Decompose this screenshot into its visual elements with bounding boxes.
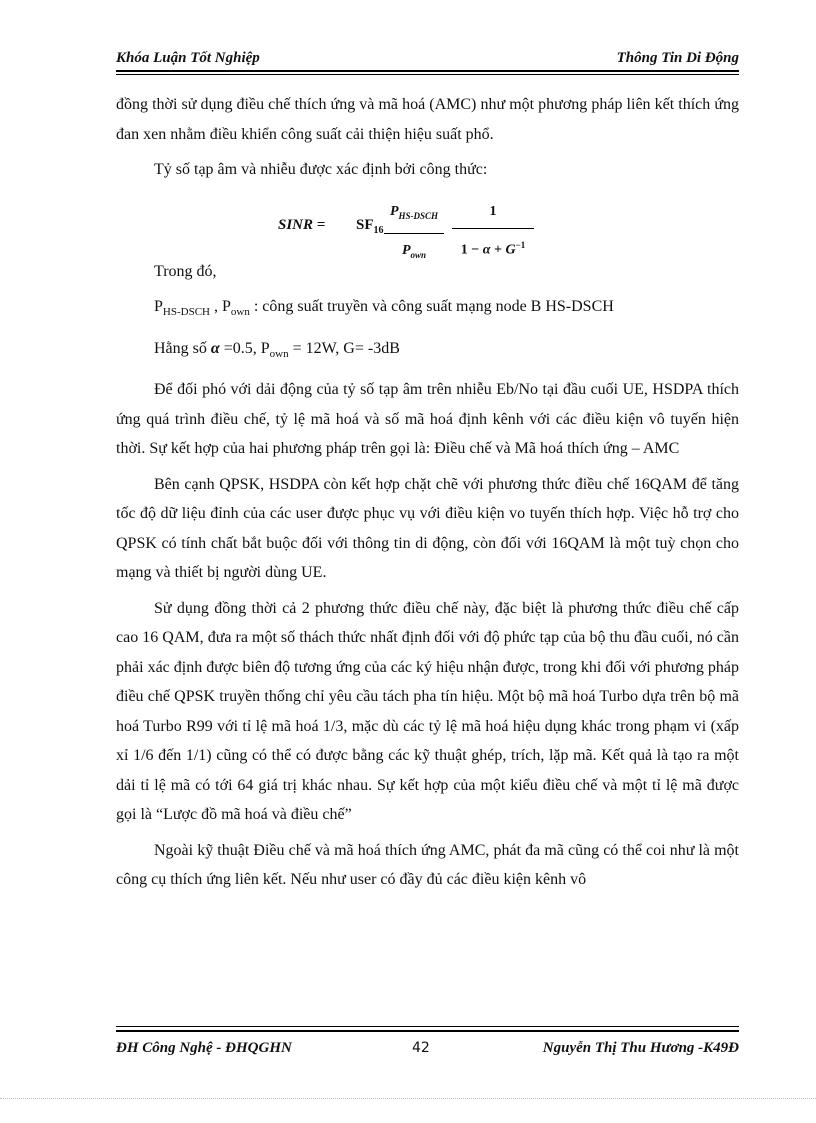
paragraph-9: Ngoài kỹ thuật Điều chế và mã hoá thích ứng AMC, phát đa mã cũng có thể coi như là một công cụ thích ứng liên kết. Nếu như user có đầy đủ các điều kiện kênh vô xyxy=(116,841,739,889)
header-rule xyxy=(116,70,739,72)
footer-university: ĐH Công Nghệ - ĐHQGHN xyxy=(116,1040,292,1056)
paragraph-7: Bên cạnh QPSK, HSDPA còn kết hợp chặt chẽ với phương thức điều chế 16QAM để tăng tốc độ dữ liệu đỉnh của các user được phục vụ với điều kiện vo tuyến thích hợp. Việc hỗ trợ cho QPSK có tính chất bắt buộc đối với thông tin di động, còn đối với 16QAM là một tuỳ chọn cho mạng và thiết bị người dùng UE. xyxy=(116,475,739,582)
paragraph-5: Hằng số α =0.5, $P_{own} = 12W$, G= -3dB xyxy=(154,339,400,360)
paragraph-4: $P_{HS-DSCH}$ , $P_{own}$ : công suất truyền và công suất mạng node B HS-DSCH xyxy=(154,298,614,319)
page-footer xyxy=(116,1026,739,1066)
page-edge-divider xyxy=(0,1098,816,1099)
footer-rule-thin xyxy=(116,1026,739,1027)
paragraph-6: Để đối phó với dải động của tỷ số tạp âm trên nhiễu Eb/No tại đầu cuối UE, HSDPA thích ứng quá trình điều chế, tỷ lệ mã hoá và số mã hoá định kênh với các điều kiện vô tuyến hiện thời. Sự kết hợp của hai phương pháp trên gọi là: Điều chế và Mã hoá thích ứng – AMC xyxy=(116,381,739,458)
formula-power-fraction: $P_{HS-DSCH}$ $P_{own}$ xyxy=(384,197,444,271)
paragraph-1: đồng thời sử dụng điều chế thích ứng và mã hoá (AMC) như một phương pháp liên kết thích ứng đan xen nhằm điều khiển công suất cải thiện hiệu suất phổ. xyxy=(116,96,739,143)
page-header xyxy=(116,48,739,72)
paragraph-8: Sử dụng đồng thời cả 2 phương thức điều chế này, đặc biệt là phương thức điều chế cấp cao 16 QAM, đưa ra một số thách thức nhất định đối với độ phức tạp của bộ thu đầu cuối, nó cần phải xác định được biên độ tương ứng của các ký hiệu nhận được, trong khi đối với phương pháp điều chế QPSK truyền thống chỉ yêu cầu tách pha tín hiệu. Một bộ mã hoá Turbo dựa trên bộ mã hoá Turbo R99 với tỉ lệ mã hoá 1/3, mặc dù các tỷ lệ mã hoá hiệu dụng khác trong phạm vi (xấp xỉ 1/6 đến 1/1) cũng có thể có được bằng các kỹ thuật ghép, trích, lặp mã. Kết quả là tạo ra một dải tỉ lệ mã có tới 64 giá trị khác nhau. Sự kết hợp của một kiểu điều chế và một tỉ lệ mã được gọi là “Lược đồ mã hoá và điều chế” xyxy=(116,599,739,824)
formula-lhs: SINR = xyxy=(278,216,326,233)
sinr-formula xyxy=(116,191,739,260)
footer-author: Nguyễn Thị Thu Hương -K49Đ xyxy=(542,1040,739,1056)
paragraph-2: Tỷ số tạp âm và nhiễu được xác định bởi công thức: xyxy=(154,161,488,178)
formula-sf: $SF_{16}$ xyxy=(356,216,384,236)
paragraph-3: Trong đó, xyxy=(154,262,217,280)
page-number: 42 xyxy=(412,1040,430,1056)
header-thesis-title: Khóa Luận Tốt Nghiệp xyxy=(116,50,260,66)
header-subject: Thông Tin Di Động xyxy=(616,50,739,66)
header-rule-thin xyxy=(116,74,739,75)
document-body xyxy=(116,90,739,901)
formula-interference-fraction: $\frac{1}{1 - \alpha + G^{-1}}$ xyxy=(452,197,534,266)
footer-rule xyxy=(116,1030,739,1032)
